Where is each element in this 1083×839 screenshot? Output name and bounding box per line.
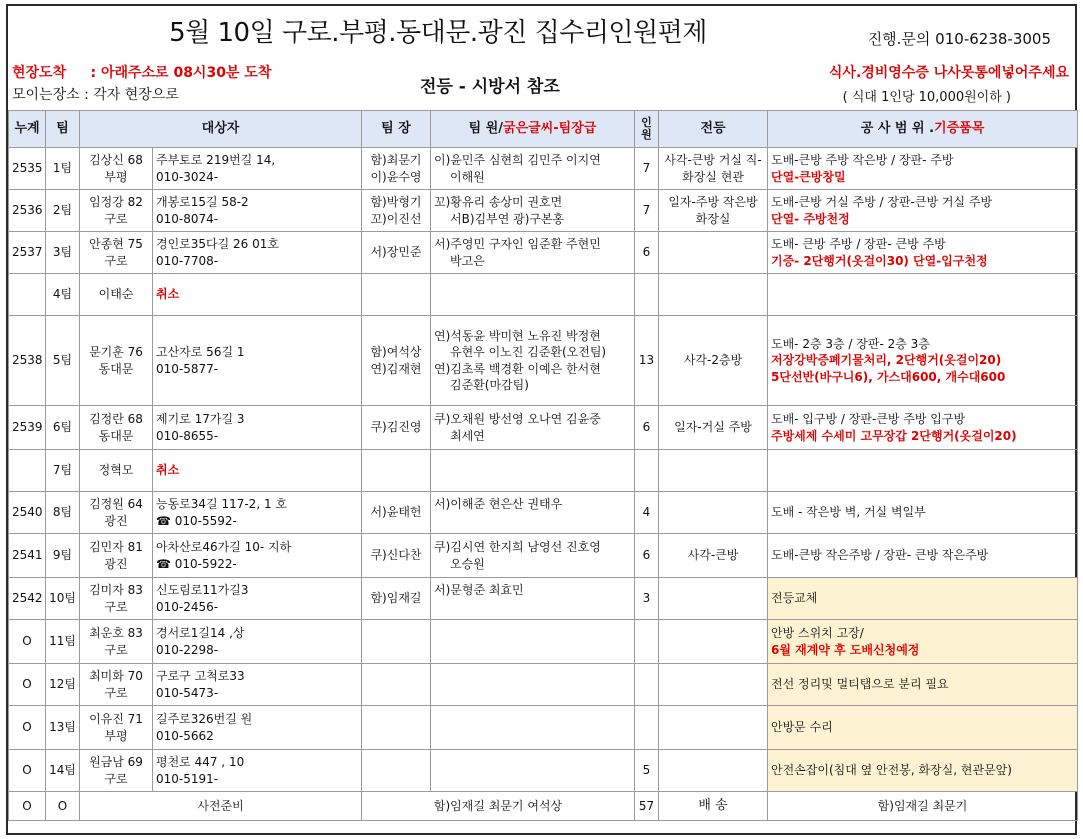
cell-scope bbox=[768, 620, 1078, 664]
scope-text: 전등교체 bbox=[771, 591, 818, 606]
resident-name: 문기훈 76 bbox=[89, 345, 143, 360]
scope-text: 도배- 2층 3층 / 장판- 2층 3층 bbox=[771, 337, 930, 352]
cell-name bbox=[80, 232, 153, 274]
scope-text: 안방문 수리 bbox=[771, 720, 833, 735]
resident-area: 구로 bbox=[104, 685, 128, 700]
cell-cum: 2540 bbox=[9, 492, 46, 534]
cell-light bbox=[659, 578, 768, 620]
cell-light bbox=[659, 664, 768, 706]
cell-count: 7 bbox=[635, 148, 659, 190]
cell-count: 13 bbox=[635, 316, 659, 406]
cell-cum bbox=[9, 274, 46, 316]
cell-scope bbox=[768, 492, 1078, 534]
footer-count: 57 bbox=[635, 792, 659, 821]
phone-text: 010-7708- bbox=[156, 253, 219, 268]
cell-team: 14팀 bbox=[46, 750, 80, 792]
cell-cum: 2541 bbox=[9, 534, 46, 578]
phone-text: 010-5877- bbox=[156, 361, 219, 376]
phone-text: 010-8074- bbox=[156, 211, 219, 226]
resident-area: 동대문 bbox=[98, 361, 134, 376]
cell-name bbox=[80, 620, 153, 664]
members-line-2 bbox=[434, 643, 450, 657]
scope-line-2: 단열-큰방창밀 bbox=[771, 169, 846, 184]
address-text: 능동로34길 117-2, 1 호 bbox=[156, 497, 287, 512]
table-row bbox=[9, 450, 1078, 492]
cell-count: 6 bbox=[635, 534, 659, 578]
resident-name: 임정강 82 bbox=[89, 195, 143, 210]
footer-members: 함)임재길 최문기 여석상 bbox=[362, 792, 635, 821]
members-line: 이)윤민주 심현희 김민주 이지연 bbox=[434, 153, 601, 168]
cell-cum: 2536 bbox=[9, 190, 46, 232]
table-row bbox=[9, 406, 1078, 450]
table-row bbox=[9, 750, 1078, 792]
cell-name bbox=[80, 190, 153, 232]
scope-line-1 bbox=[771, 625, 1074, 657]
members-line-2: 오승원 bbox=[450, 556, 485, 571]
scope-line-2: 저장강박증폐기물처리, 2단행거(옷걸이20) bbox=[771, 353, 1002, 368]
cell-scope bbox=[768, 706, 1078, 750]
table-row bbox=[9, 148, 1078, 190]
cell-cum: 2537 bbox=[9, 232, 46, 274]
cell-address bbox=[153, 578, 362, 620]
cell-leader bbox=[362, 620, 431, 664]
receipt-note: 식사.경비영수증 나사못통에넣어주세요 bbox=[828, 65, 1069, 81]
cell-name bbox=[80, 274, 153, 316]
address-text: 아차산로46가길 10- 지하 bbox=[156, 540, 292, 555]
leader-name: 쿠)신다찬 bbox=[370, 548, 422, 563]
col-members bbox=[431, 111, 635, 148]
footer-target: 사전준비 bbox=[80, 792, 362, 821]
cell-team: 9팀 bbox=[46, 534, 80, 578]
col-scope bbox=[768, 111, 1078, 148]
cell-members bbox=[431, 232, 635, 274]
footer-team: O bbox=[46, 792, 80, 821]
cell-scope bbox=[768, 534, 1078, 578]
members-line: 꼬)황유리 송상미 권호면 bbox=[434, 195, 563, 210]
cell-count: 6 bbox=[635, 232, 659, 274]
members-line: 서)이해준 현은산 권태우 bbox=[434, 497, 563, 512]
cell-leader bbox=[362, 706, 431, 750]
address-text: 주부토로 219번길 14, bbox=[156, 153, 276, 168]
cell-leader bbox=[362, 450, 431, 492]
cell-members bbox=[431, 148, 635, 190]
cell-address bbox=[153, 450, 362, 492]
members-line: 쿠)김시연 한지희 남영선 진호영 bbox=[434, 540, 601, 555]
cell-scope bbox=[768, 148, 1078, 190]
address-text: 경인로35다길 26 01호 bbox=[156, 237, 279, 252]
cell-leader bbox=[362, 534, 431, 578]
scope-text: 도배-큰방 거실 주방 / 장판-큰방 거실 주방 bbox=[771, 195, 993, 210]
members-line: 서)문형준 최효민 bbox=[434, 583, 524, 598]
scope-line-2: 주방세제 수세미 고무장갑 2단행거(옷걸이20) bbox=[771, 428, 1017, 443]
members-line-2: 최세연 bbox=[450, 428, 485, 443]
cell-address bbox=[153, 620, 362, 664]
cell-light bbox=[659, 450, 768, 492]
leader-name: 함)박형기 bbox=[370, 195, 422, 210]
cell-team: 8팀 bbox=[46, 492, 80, 534]
footer-row bbox=[9, 792, 1078, 821]
cell-name bbox=[80, 492, 153, 534]
cell-light bbox=[659, 706, 768, 750]
cell-count: 5 bbox=[635, 750, 659, 792]
scope-text: 안방 스위치 고장/ bbox=[771, 626, 864, 641]
cell-cum: O bbox=[9, 706, 46, 750]
cell-cum bbox=[9, 450, 46, 492]
scope-text: 도배 - 작은방 벽, 거실 벽일부 bbox=[771, 505, 926, 520]
cell-name bbox=[80, 450, 153, 492]
phone-text: 010-2298- bbox=[156, 642, 219, 657]
cell-light: 사각-2층방 bbox=[659, 316, 768, 406]
members-line: 서)주영민 구자인 임준환 주현민 bbox=[434, 237, 601, 252]
phone-text: ☎ 010-5592- bbox=[156, 513, 237, 528]
cell-address bbox=[153, 706, 362, 750]
cell-light: 일자-거실 주방 bbox=[659, 406, 768, 450]
leader-name: 함)최문기 bbox=[370, 153, 422, 168]
members-line-2: 이해원 bbox=[450, 169, 485, 184]
footer-scope: 함)임재길 최문기 bbox=[768, 792, 1078, 821]
members-line-2 bbox=[434, 296, 450, 310]
cell-count bbox=[635, 450, 659, 492]
cell-name bbox=[80, 578, 153, 620]
scope-text: 도배- 큰방 주방 / 장판- 큰방 주방 bbox=[771, 237, 946, 252]
scope-line-1 bbox=[771, 336, 1074, 352]
cell-count bbox=[635, 274, 659, 316]
cell-light bbox=[659, 620, 768, 664]
phone-text: 010-5191- bbox=[156, 771, 219, 786]
table-row bbox=[9, 274, 1078, 316]
cell-light bbox=[659, 274, 768, 316]
scope-line-1 bbox=[771, 762, 1074, 778]
members-line-2: 서B)김부연 광)구본홍 bbox=[450, 211, 565, 226]
cell-members bbox=[431, 578, 635, 620]
resident-area: 구로 bbox=[104, 642, 128, 657]
meal-note: ( 식대 1인당 10,000원이하 ) bbox=[842, 90, 1011, 105]
table-row bbox=[9, 578, 1078, 620]
cell-light bbox=[659, 232, 768, 274]
col-light: 전등 bbox=[659, 111, 768, 148]
leader-name: 서)장민준 bbox=[370, 245, 422, 260]
resident-area: 광진 bbox=[104, 513, 128, 528]
table-row bbox=[9, 190, 1078, 232]
cell-team: 4팀 bbox=[46, 274, 80, 316]
meeting-note: 모이는장소 : 각자 현장으로 bbox=[12, 87, 179, 103]
cell-leader bbox=[362, 232, 431, 274]
cell-members bbox=[431, 620, 635, 664]
members-line: 쿠)오채원 방선영 오나연 김윤중 bbox=[434, 412, 601, 427]
cell-count: 6 bbox=[635, 406, 659, 450]
cell-cum: O bbox=[9, 750, 46, 792]
scope-text: 도배- 입구방 / 장판-큰방 주방 입구방 bbox=[771, 412, 966, 427]
scope-line-3: 5단선반(바구니6), 가스대600, 개수대600 bbox=[771, 369, 1006, 384]
resident-area: 동대문 bbox=[98, 428, 134, 443]
phone-text: 010-2456- bbox=[156, 599, 219, 614]
cell-leader bbox=[362, 190, 431, 232]
cell-team: 5팀 bbox=[46, 316, 80, 406]
members-line-2: 박고은 bbox=[450, 253, 485, 268]
resident-area: 부평 bbox=[104, 169, 128, 184]
col-team: 팀 bbox=[46, 111, 80, 148]
address-text: 개봉로15길 58-2 bbox=[156, 195, 249, 210]
center-note: 전등 - 시방서 참조 bbox=[420, 77, 560, 97]
address-text: 구로구 고척로33 bbox=[156, 669, 245, 684]
cell-address bbox=[153, 148, 362, 190]
cell-count: 3 bbox=[635, 578, 659, 620]
phone-text: 010-5662 bbox=[156, 728, 214, 743]
arrival-label: 현장도착 bbox=[12, 65, 67, 81]
schedule-sheet bbox=[6, 4, 1077, 835]
phone-text: 010-5473- bbox=[156, 685, 219, 700]
cell-team: 6팀 bbox=[46, 406, 80, 450]
members-line: 연)석동윤 박미현 노유진 박정현 bbox=[434, 329, 601, 344]
table-row bbox=[9, 232, 1078, 274]
phone-text: ☎ 010-5922- bbox=[156, 556, 237, 571]
cell-name bbox=[80, 664, 153, 706]
cell-leader bbox=[362, 316, 431, 406]
leader-name-2: 꼬)이진선 bbox=[370, 211, 422, 226]
cell-name bbox=[80, 750, 153, 792]
cell-name bbox=[80, 148, 153, 190]
col-cum: 누계 bbox=[9, 111, 46, 148]
leader-name-2: 이)윤수영 bbox=[370, 169, 422, 184]
cell-scope bbox=[768, 664, 1078, 706]
cell-count bbox=[635, 664, 659, 706]
resident-area: 구로 bbox=[104, 771, 128, 786]
footer-light: 배 송 bbox=[659, 792, 768, 821]
header-row bbox=[9, 111, 1078, 148]
leader-name: 함)임재길 bbox=[370, 591, 422, 606]
schedule-table bbox=[8, 110, 1078, 821]
scope-line-2: 단열- 주방천정 bbox=[771, 211, 850, 226]
resident-area: 부평 bbox=[104, 728, 128, 743]
members-line-2: 유현우 이노진 김준환(오전팀) bbox=[450, 345, 607, 360]
cell-cum: O bbox=[9, 620, 46, 664]
cell-scope bbox=[768, 274, 1078, 316]
resident-name: 김상신 68 bbox=[89, 153, 143, 168]
col-members-note: 굵은글씨-팀장급 bbox=[503, 121, 597, 137]
leader-name: 쿠)김진영 bbox=[370, 420, 422, 435]
members-line-2 bbox=[434, 729, 450, 743]
scope-line-1 bbox=[771, 194, 1074, 210]
col-scope-label: 공 사 범 위 . bbox=[860, 121, 935, 137]
members-line-2 bbox=[434, 600, 450, 614]
scope-line-1 bbox=[771, 152, 1074, 168]
resident-name: 김민자 81 bbox=[89, 540, 143, 555]
resident-name: 최운호 83 bbox=[89, 626, 143, 641]
cell-members bbox=[431, 750, 635, 792]
scope-line-2: 기증- 2단행거(옷걸이30) 단열-입구천정 bbox=[771, 253, 988, 268]
resident-name: 안종현 75 bbox=[89, 237, 143, 252]
arrival-text: : 아래주소로 08시30분 도착 bbox=[90, 65, 272, 81]
resident-area: 구로 bbox=[104, 599, 128, 614]
resident-name: 최미화 70 bbox=[89, 669, 143, 684]
scope-note: 6월 재계약 후 도배신청예정 bbox=[771, 642, 920, 657]
resident-name: 정혁모 bbox=[98, 463, 134, 478]
cell-cum: 2539 bbox=[9, 406, 46, 450]
cell-count: 7 bbox=[635, 190, 659, 232]
cell-members bbox=[431, 534, 635, 578]
cell-address bbox=[153, 232, 362, 274]
cell-address bbox=[153, 316, 362, 406]
table-row bbox=[9, 620, 1078, 664]
table-row bbox=[9, 706, 1078, 750]
cell-team: 2팀 bbox=[46, 190, 80, 232]
members-line-3: 연)김초록 백경환 이예은 한서현 bbox=[434, 361, 601, 376]
table-row bbox=[9, 492, 1078, 534]
cell-members bbox=[431, 450, 635, 492]
resident-name: 김정란 68 bbox=[89, 412, 143, 427]
cancel-badge: 취소 bbox=[156, 463, 180, 478]
address-text: 제기로 17가길 3 bbox=[156, 412, 245, 427]
cell-name bbox=[80, 316, 153, 406]
cell-name bbox=[80, 706, 153, 750]
cell-cum: O bbox=[9, 664, 46, 706]
cell-leader bbox=[362, 664, 431, 706]
leader-name-2: 연)김재현 bbox=[370, 361, 422, 376]
cell-team: 10팀 bbox=[46, 578, 80, 620]
cancel-badge: 취소 bbox=[156, 287, 180, 302]
footer-cum: O bbox=[9, 792, 46, 821]
cell-light bbox=[659, 750, 768, 792]
cell-cum: 2538 bbox=[9, 316, 46, 406]
address-text: 경서로1길14 ,상 bbox=[156, 626, 245, 641]
resident-area: 구로 bbox=[104, 211, 128, 226]
col-scope-note: 기증품목 bbox=[934, 121, 985, 137]
page-title: 5월 10일 구로.부평.동대문.광진 집수리인원편제 bbox=[169, 18, 707, 48]
arrival-note bbox=[12, 62, 271, 82]
address-text: 고산자로 56길 1 bbox=[156, 345, 245, 360]
cell-scope bbox=[768, 316, 1078, 406]
scope-text: 도배-큰방 작은주방 / 장판- 큰방 작은주방 bbox=[771, 548, 989, 563]
cell-cum: 2535 bbox=[9, 148, 46, 190]
cell-members bbox=[431, 274, 635, 316]
cell-scope bbox=[768, 750, 1078, 792]
cell-members bbox=[431, 492, 635, 534]
resident-name: 김정원 64 bbox=[89, 497, 143, 512]
resident-name: 김미자 83 bbox=[89, 583, 143, 598]
cell-members bbox=[431, 316, 635, 406]
table-row bbox=[9, 316, 1078, 406]
resident-name: 원금남 69 bbox=[89, 755, 143, 770]
scope-text: 안전손잡이(침대 옆 안전봉, 화장실, 현관문앞) bbox=[771, 763, 1012, 778]
address-text: 신도림로11가길3 bbox=[156, 583, 249, 598]
cell-scope bbox=[768, 232, 1078, 274]
cell-address bbox=[153, 750, 362, 792]
resident-name: 이유진 71 bbox=[89, 712, 143, 727]
scope-line-1 bbox=[771, 411, 1074, 427]
cell-members bbox=[431, 190, 635, 232]
address-text: 길주로326번길 원 bbox=[156, 712, 253, 727]
cell-team: 11팀 bbox=[46, 620, 80, 664]
col-count: 인원 bbox=[635, 111, 659, 148]
cell-light: 일자-주방 작은방 화장실 bbox=[659, 190, 768, 232]
cell-team: 7팀 bbox=[46, 450, 80, 492]
cell-leader bbox=[362, 148, 431, 190]
cell-members bbox=[431, 406, 635, 450]
cell-members bbox=[431, 664, 635, 706]
scope-line-1 bbox=[771, 236, 1074, 252]
members-line-2 bbox=[434, 686, 450, 700]
cell-count bbox=[635, 706, 659, 750]
scope-text: 전선 정리및 멀티탭으로 분리 필요 bbox=[771, 677, 949, 692]
table-row bbox=[9, 534, 1078, 578]
cell-light bbox=[659, 492, 768, 534]
cell-address bbox=[153, 664, 362, 706]
cell-leader bbox=[362, 578, 431, 620]
members-line-2 bbox=[434, 472, 450, 486]
resident-area: 광진 bbox=[104, 556, 128, 571]
phone-text: 010-8655- bbox=[156, 428, 219, 443]
cell-leader bbox=[362, 750, 431, 792]
members-line-2 bbox=[434, 514, 450, 528]
leader-name: 함)여석상 bbox=[370, 345, 422, 360]
cell-leader bbox=[362, 274, 431, 316]
cell-count bbox=[635, 620, 659, 664]
cell-team: 3팀 bbox=[46, 232, 80, 274]
cell-count: 4 bbox=[635, 492, 659, 534]
resident-name: 이태순 bbox=[98, 287, 134, 302]
cell-team: 12팀 bbox=[46, 664, 80, 706]
members-line-4: 김준환(마감팀) bbox=[450, 377, 529, 392]
cell-address bbox=[153, 492, 362, 534]
table-row bbox=[9, 664, 1078, 706]
cell-cum: 2542 bbox=[9, 578, 46, 620]
scope-line-1 bbox=[771, 547, 1074, 563]
col-members-label: 팀 원/ bbox=[468, 121, 504, 137]
col-leader: 팀 장 bbox=[362, 111, 431, 148]
cell-team: 13팀 bbox=[46, 706, 80, 750]
cell-leader bbox=[362, 492, 431, 534]
cell-scope bbox=[768, 406, 1078, 450]
contact-info: 진행.문의 010-6238-3005 bbox=[867, 30, 1051, 48]
address-text: 평천로 447 , 10 bbox=[156, 755, 245, 770]
cell-address bbox=[153, 534, 362, 578]
cell-address bbox=[153, 274, 362, 316]
cell-address bbox=[153, 406, 362, 450]
phone-text: 010-3024- bbox=[156, 169, 219, 184]
members-line-2 bbox=[434, 772, 450, 786]
scope-line-1 bbox=[771, 504, 1074, 520]
scope-text: 도배-큰방 주방 작은방 / 장판- 주방 bbox=[771, 153, 954, 168]
scope-line-1 bbox=[771, 676, 1074, 692]
leader-name: 서)윤태헌 bbox=[370, 505, 422, 520]
cell-scope bbox=[768, 450, 1078, 492]
scope-line-1 bbox=[771, 590, 1074, 606]
cell-name bbox=[80, 534, 153, 578]
cell-team: 1팀 bbox=[46, 148, 80, 190]
col-target: 대상자 bbox=[80, 111, 362, 148]
cell-scope bbox=[768, 190, 1078, 232]
cell-scope bbox=[768, 578, 1078, 620]
cell-light: 사각-큰방 거실 직-화장실 현관 bbox=[659, 148, 768, 190]
resident-area: 구로 bbox=[104, 253, 128, 268]
cell-name bbox=[80, 406, 153, 450]
cell-address bbox=[153, 190, 362, 232]
cell-leader bbox=[362, 406, 431, 450]
cell-members bbox=[431, 706, 635, 750]
cell-light: 사각-큰방 bbox=[659, 534, 768, 578]
scope-line-1 bbox=[771, 719, 1074, 735]
